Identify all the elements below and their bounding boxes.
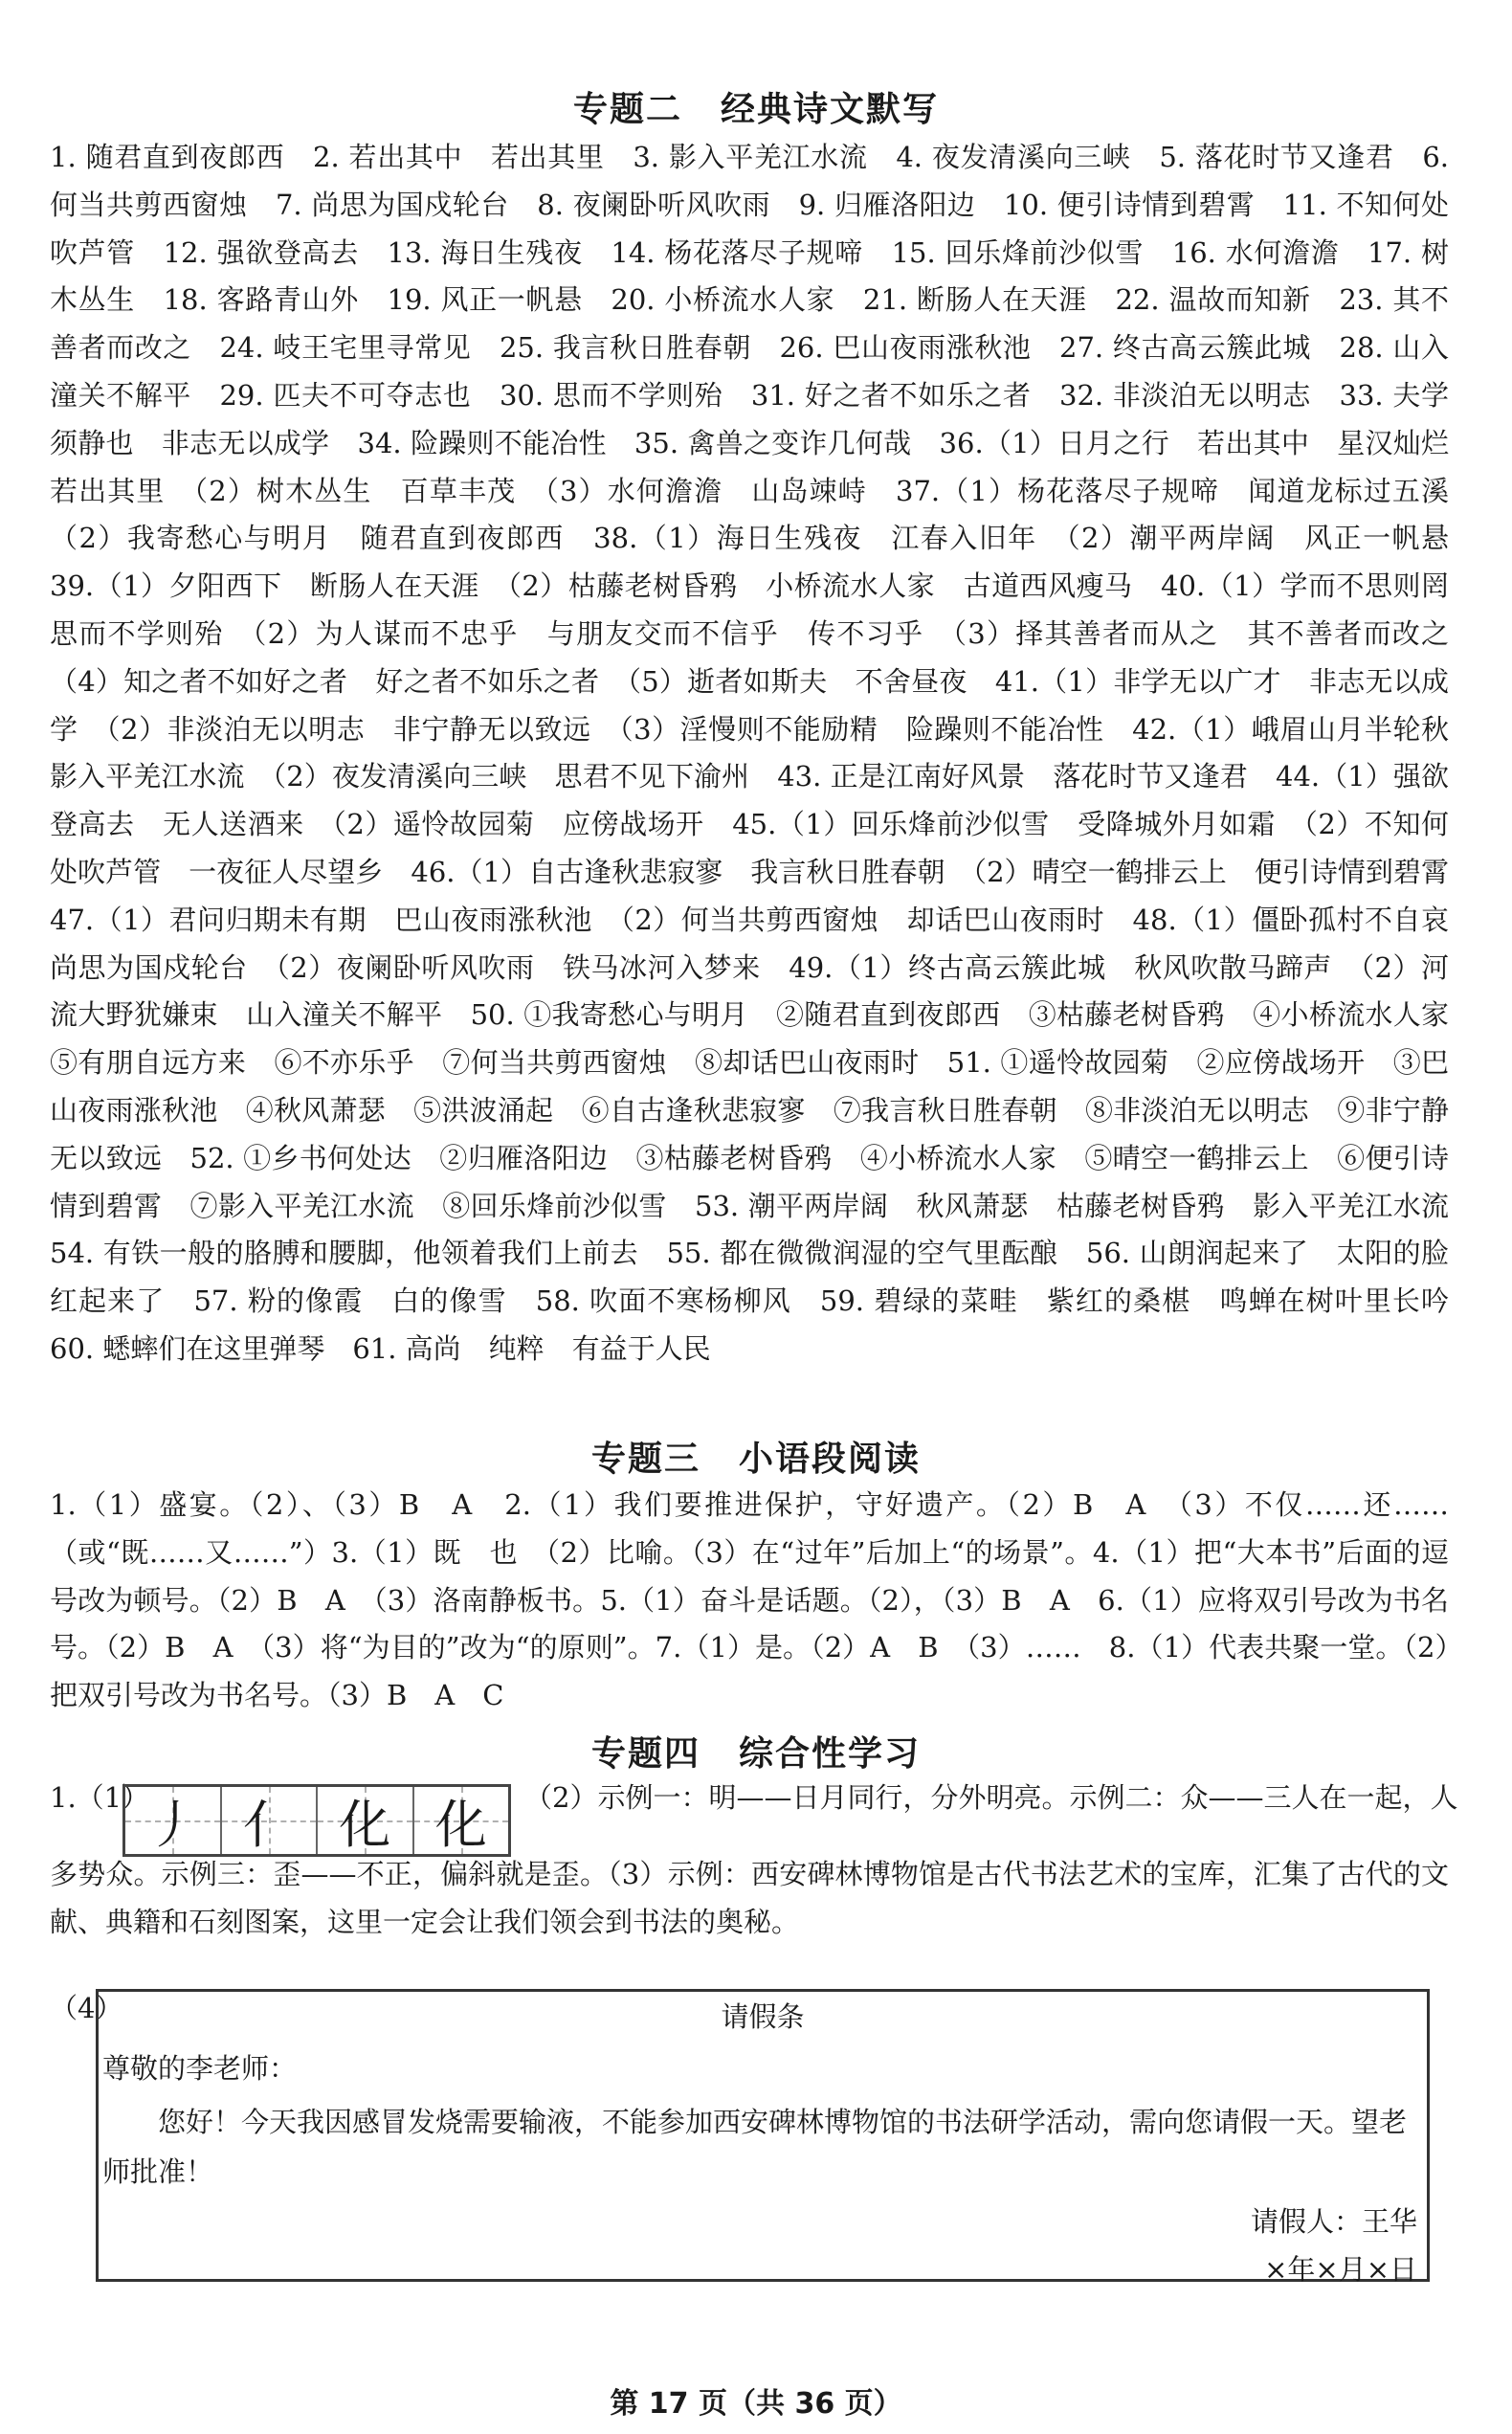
question-4-label: （4） bbox=[50, 1992, 123, 2024]
section-2-answers bbox=[50, 134, 1478, 1373]
grid-char: 亻 bbox=[242, 1794, 295, 1855]
grid-cell bbox=[222, 1787, 319, 1854]
section-3-name: 小语段阅读 bbox=[739, 1440, 922, 1479]
section-2-paragraph: 1. 随君直到夜郎西 2. 若出其中 若出其里 3. 影入平羌江水流 4. 夜发清溪向三峡 5. 落花时节又逢君 6. 何当共剪西窗烛 7. 尚思为国戍轮台 8. 夜阑卧听风吹雨 9. 归雁洛阳边 10. 便引诗情到碧霄 11. 不知何处吹芦管 12. 强欲登高去 13. 海日生残夜 14. 杨花落尽子规啼 15. 回乐烽前沙似雪 16. 水何澹澹 17. 树木丛生 18. 客路青山外 19. 风正一帆悬 20. 小桥流水人家 21. 断肠人在天涯 22. 温故而知新 23. 其不善者而改之 24. 岐王宅里寻常见 25. 我言秋日胜春朝 26. 巴山夜雨涨秋池 27. 终古高云簇此城 28. 山入潼关不解平 29. 匹夫不可夺志也 30. 思而不学则殆 31. 好之者不如乐之者 32. 非淡泊无以明志 33. 夫学须静也 非志无以成学 34. 险躁则不能冶性 35. 禽兽之变诈几何哉 36.（1）日月之行 若出其中 星汉灿烂 若出其里 （2）树木丛生 百草丰茂 （3）水何澹澹 山岛竦峙 37.（1）杨花落尽子规啼 闻道龙标过五溪 （2）我寄愁心与明月 随君直到夜郎西 38.（1）海日生残夜 江春入旧年 （2）潮平两岸阔 风正一帆悬 39.（1）夕阳西下 断肠人在天涯 （2）枯藤老树昏鸦 小桥流水人家 古道西风瘦马 40.（1）学而不思则罔 思而不学则殆 （2）为人谋而不忠乎 与朋友交而不信乎 传不习乎 （3）择其善者而从之 其不善者而改之 （4）知之者不如好之者 好之者不如乐之者 （5）逝者如斯夫 不舍昼夜 41.（1）非学无以广才 非志无以成学 （2）非淡泊无以明志 非宁静无以致远 （3）淫慢则不能励精 险躁则不能冶性 42.（1）峨眉山月半轮秋 影入平羌江水流 （2）夜发清溪向三峡 思君不见下渝州 43. 正是江南好风景 落花时节又逢君 44.（1）强欲登高去 无人送酒来 （2）遥怜故园菊 应傍战场开 45.（1）回乐烽前沙似雪 受降城外月如霜 （2）不知何处吹芦管 一夜征人尽望乡 46.（1）自古逢秋悲寂寥 我言秋日胜春朝 （2）晴空一鹤排云上 便引诗情到碧霄 47.（1）君问归期未有期 巴山夜雨涨秋池 （2）何当共剪西窗烛 却话巴山夜雨时 48.（1）僵卧孤村不自哀 尚思为国戍轮台 （2）夜阑卧听风吹雨 铁马冰河入梦来 49.（1）终古高云簇此城 秋风吹散马蹄声 （2）河流大野犹嫌束 山入潼关不解平 50. ①我寄愁心与明月 ②随君直到夜郎西 ③枯藤老树昏鸦 ④小桥流水人家 ⑤有朋自远方来 ⑥不亦乐乎 ⑦何当共剪西窗烛 ⑧却话巴山夜雨时 51. ①遥怜故园菊 ②应傍战场开 ③巴山夜雨涨秋池 ④秋风萧瑟 ⑤洪波涌起 ⑥自古逢秋悲寂寥 ⑦我言秋日胜春朝 ⑧非淡泊无以明志 ⑨非宁静无以致远 52. ①乡书何处达 ②归雁洛阳边 ③枯藤老树昏鸦 ④小桥流水人家 ⑤晴空一鹤排云上 ⑥便引诗情到碧霄 ⑦影入平羌江水流 ⑧回乐烽前沙似雪 53. 潮平两岸阔 秋风萧瑟 枯藤老树昏鸦 影入平羌江水流 54. 有铁一般的胳膊和腰脚，他领着我们上前去 55. 都在微微润湿的空气里酝酿 56. 山朗润起来了 太阳的脸红起来了 57. 粉的像霞 白的像雪 58. 吹面不寒杨柳风 59. 碧绿的菜畦 紫红的桑椹 鸣蝉在树叶里长吟 60. 蟋蟀们在这里弹琴 61. 高尚 纯粹 有益于人民 bbox=[50, 141, 1478, 1365]
leave-note-body: 您好！今天我因感冒发烧需要输液，不能参加西安碑林博物馆的书法研学活动，需向您请假一天。望老师批准！ bbox=[102, 2106, 1408, 2188]
section-2-name: 经典诗文默写 bbox=[721, 90, 940, 129]
section-3-answers bbox=[50, 1482, 1449, 1720]
grid-char: 化 bbox=[339, 1794, 391, 1855]
question-1-part-2: （2）示例一：明——日月同行，分外明亮。示例二：众——三人在一起，人 bbox=[524, 1781, 1458, 1814]
section-3-paragraph: 1.（1）盛宴。（2）、（3）B A 2.（1）我们要推进保护，守好遗产。（2）B A （3）不仅……还……（或“既……又……”）3.（1）既 也 （2）比喻。（3）在“过年”后加上“的场景”。4.（1）把“大本书”后面的逗号改为顿号。（2）B A （3）洛南静板书。5.（1）奋斗是话题。（2），（3）B A 6.（1）应将双引号改为书名号。（2）B A （3）将“为目的”改为“的原则”。7.（1）是。（2）A B （3）…… 8.（1）代表共聚一堂。（2）把双引号改为书名号。（3）B A C bbox=[50, 1488, 1449, 1712]
leave-note-signature: 请假人：王华 bbox=[1250, 2205, 1417, 2238]
grid-cell bbox=[414, 1787, 509, 1854]
question-1-continuation-text: 多势众。示例三：歪——不正，偏斜就是歪。（3）示例：西安碑林博物馆是古代书法艺术的宝库，汇集了古代的文献、典籍和石刻图案，这里一定会让我们领会到书法的奥秘。 bbox=[50, 1858, 1449, 1938]
section-4-label: 专题四 bbox=[590, 1734, 700, 1774]
section-3-label: 专题三 bbox=[590, 1440, 700, 1479]
section-4-name: 综合性学习 bbox=[739, 1734, 922, 1774]
leave-note-date: ×年×月×日 bbox=[1264, 2253, 1417, 2286]
grid-cell bbox=[125, 1787, 222, 1854]
leave-note-salutation: 尊敬的李老师： bbox=[102, 2052, 298, 2085]
grid-char: 化 bbox=[434, 1794, 487, 1855]
question-1-continuation bbox=[50, 1851, 1449, 1947]
question-1-row bbox=[50, 1776, 1466, 1853]
page-number: 第 17 页（共 36 页） bbox=[610, 2387, 902, 2421]
section-2-label: 专题二 bbox=[572, 90, 682, 129]
section-title-3 bbox=[0, 1432, 1512, 1481]
leave-note-box bbox=[96, 1989, 1430, 2286]
writing-grid bbox=[122, 1784, 511, 1857]
section-title-2 bbox=[0, 82, 1512, 131]
grid-cell bbox=[318, 1787, 414, 1854]
grid-char: 丿 bbox=[146, 1794, 199, 1855]
leave-note-title: 请假条 bbox=[721, 2000, 805, 2033]
question-1-label: 1.（1） bbox=[50, 1781, 150, 1814]
section-title-4 bbox=[0, 1727, 1512, 1775]
